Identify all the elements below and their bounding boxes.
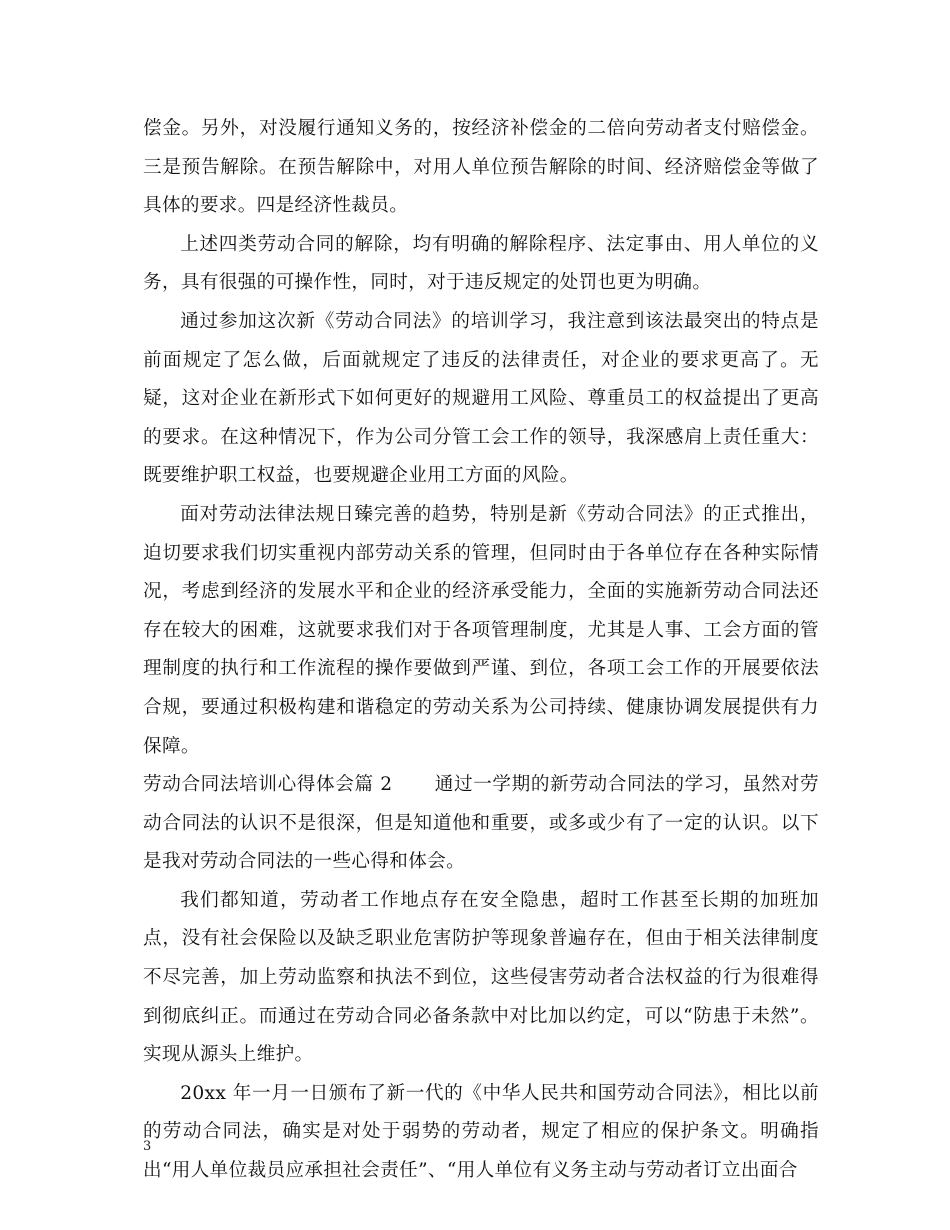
- section-two-intro: [143, 766, 819, 882]
- paragraph-new-law-release: 20xx 年一月一日颁布了新一代的《中华人民共和国劳动合同法》，相比以前的劳动合同法，确实是对处于弱势的劳动者，规定了相应的保护条文。明确指出“用人单位裁员应承担社会责任”、“用人单位有义务主动与劳动者订立出面合: [143, 1082, 820, 1182]
- document-body: [143, 110, 819, 1191]
- paragraph-continued-compensation: 偿金。另外，对没履行通知义务的，按经济补偿金的二倍向劳动者支付赔偿金。三是预告解除。在预告解除中，对用人单位预告解除的时间、经济赔偿金等做了具体的要求。四是经济性裁员。: [143, 118, 819, 217]
- paragraph-semester-study: 通过一学期的新劳动合同法的学习，虽然对劳动合同法的认识不是很深，但是知道他和重要，或多或少有了一定的认识。以下是我对劳动合同法的一些心得和体会。: [143, 774, 819, 873]
- page-number: 3: [143, 1139, 152, 1154]
- paragraph-worker-risks: 我们都知道，劳动者工作地点存在安全隐患，超时工作甚至长期的加班加点，没有社会保险以及缺乏职业危害防护等现象普遍存在，但由于相关法律制度不尽完善，加上劳动监察和执法不到位，这些侵害劳动者合法权益的行为很难得到彻底纠正。而通过在劳动合同必备条款中对比加以约定，可以“防患于未然”。实现从源头上维护。: [143, 889, 819, 1066]
- paragraph-labor-relations-management: 面对劳动法律法规日臻完善的趋势，特别是新《劳动合同法》的正式推出，迫切要求我们切实重视内部劳动关系的管理，但同时由于各单位存在各种实际情况，考虑到经济的发展水平和企业的经济承受能力，全面的实施新劳动合同法还存在较大的困难，这就要求我们对于各项管理制度，尤其是人事、工会方面的管理制度的执行和工作流程的操作要做到严谨、到位，各项工会工作的开展要依法合规，要通过积极构建和谐稳定的劳动关系为公司持续、健康协调发展提供有力保障。: [143, 503, 819, 757]
- paragraph-four-dismissal-types: 上述四类劳动合同的解除，均有明确的解除程序、法定事由、用人单位的义务，具有很强的可操作性，同时，对于违反规定的处罚也更为明确。: [143, 233, 819, 294]
- section-heading: 劳动合同法培训心得体会篇 2: [143, 774, 393, 796]
- paragraph-training-observations: 通过参加这次新《劳动合同法》的培训学习，我注意到该法最突出的特点是前面规定了怎么做，后面就规定了违反的法律责任，对企业的要求更高了。无疑，这对企业在新形式下如何更好的规避用工风险、尊重员工的权益提出了更高的要求。在这种情况下，作为公司分管工会工作的领导，我深感肩上责任重大：既要维护职工权益，也要规避企业用工方面的风险。: [143, 310, 819, 487]
